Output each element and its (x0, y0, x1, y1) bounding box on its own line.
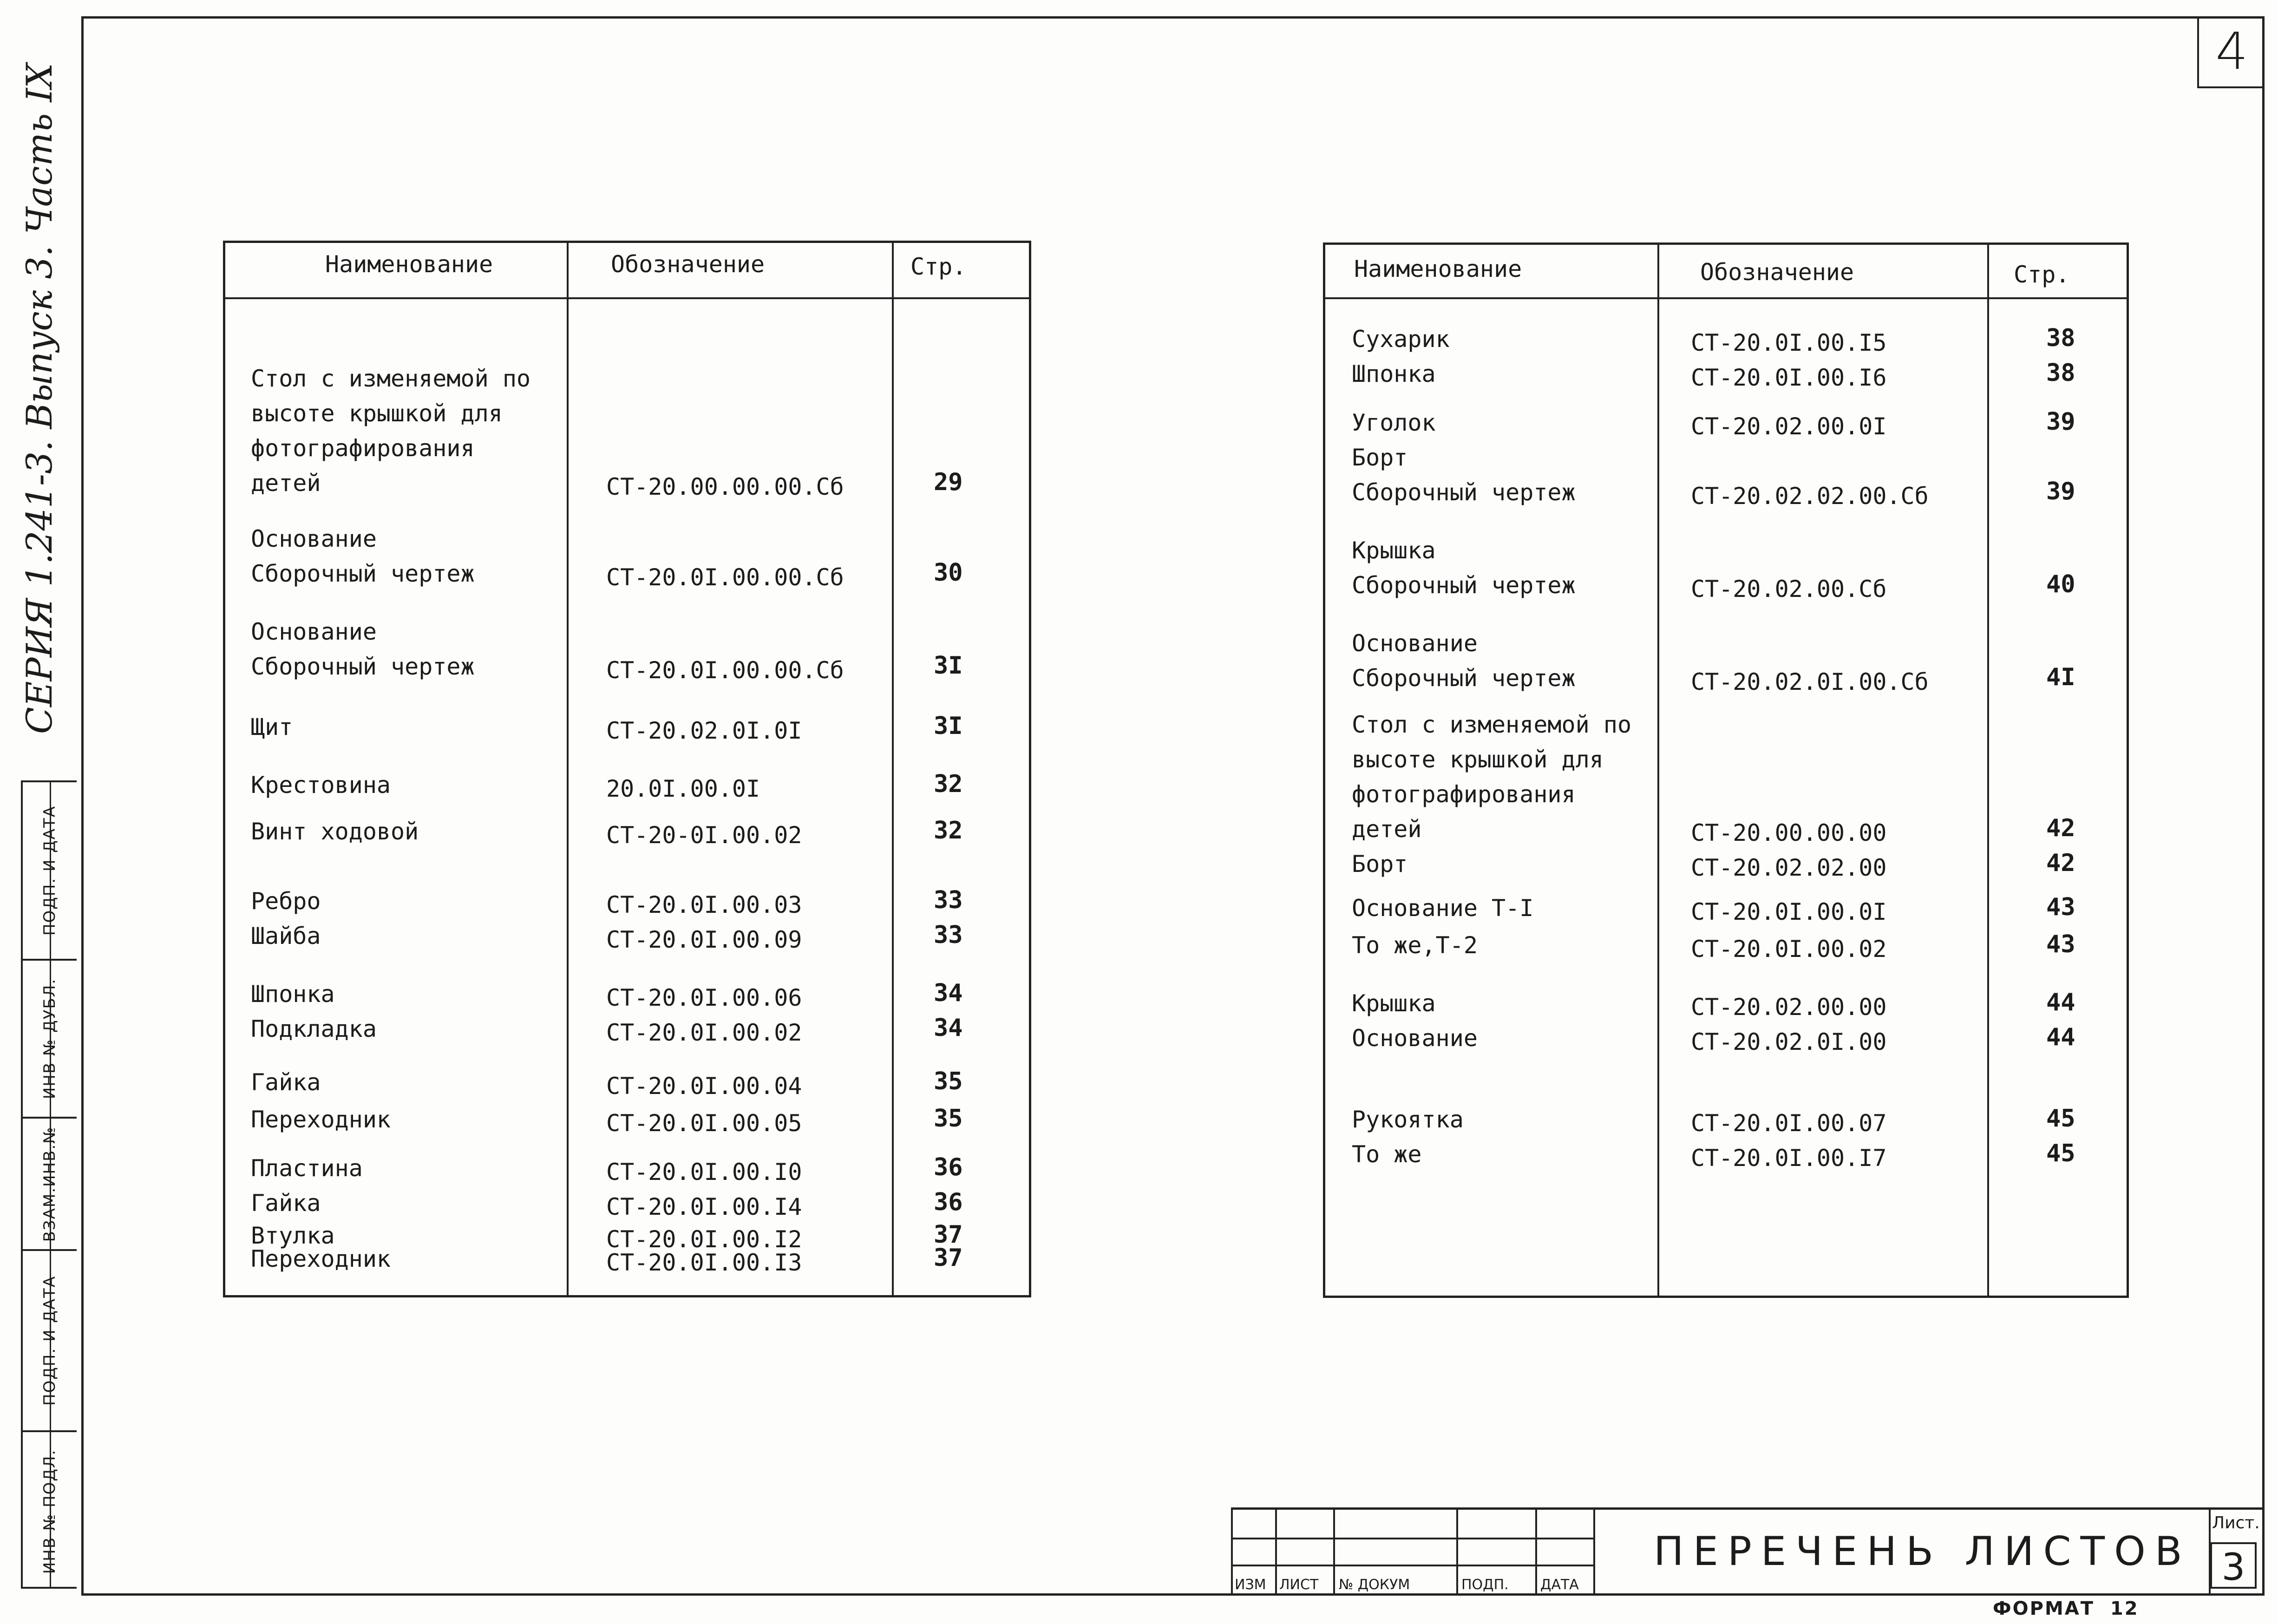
right-row-name: детей (1352, 816, 1422, 843)
left-row-code: СТ-20.0I.00.06 (606, 984, 802, 1011)
left-row-code: СТ-20.0I.00.00.Сб (606, 657, 844, 684)
right-row-name: Шпонка (1352, 360, 1436, 387)
right-row-code: СТ-20.02.00.0I (1691, 413, 1887, 440)
stamp-line (1593, 1510, 1595, 1596)
left-header-code: Обозначение (611, 251, 765, 278)
right-row-code: СТ-20.0I.00.I7 (1691, 1145, 1887, 1172)
side-cell-4 (23, 959, 77, 1117)
left-row-code: СТ-20.0I.00.03 (606, 891, 802, 918)
side-label-3: ВЗАМ.ИНВ.№ (40, 1126, 59, 1242)
left-row-page: 37 (934, 1244, 963, 1272)
left-col-divider-2 (892, 243, 894, 1295)
left-row-code: СТ-20.00.00.00.Сб (606, 473, 844, 500)
side-label-2: ПОДП. И ДАТА (40, 1275, 59, 1406)
right-header-code: Обозначение (1700, 259, 1854, 286)
right-row-name: Сборочный чертеж (1352, 572, 1576, 599)
left-row-name: Крестовина (251, 772, 391, 799)
format-text: ФОРМАТ (1993, 1598, 2095, 1619)
left-row-code: СТ-20.0I.00.I0 (606, 1159, 802, 1185)
left-row-name: Шайба (251, 923, 321, 950)
right-row-code: СТ-20.0I.00.I6 (1691, 364, 1887, 391)
left-row-code: СТ-20.0I.00.I4 (606, 1193, 802, 1220)
right-row-page: 43 (2046, 930, 2075, 958)
stamp-col-list: ЛИСТ (1279, 1577, 1319, 1593)
left-row-name: Основание (251, 618, 377, 645)
left-row-code: СТ-20.0I.00.05 (606, 1110, 802, 1137)
right-row-code: СТ-20.02.0I.00.Сб (1691, 668, 1929, 695)
right-row-code: СТ-20.00.00.00 (1691, 819, 1887, 846)
left-row-name: детей (251, 470, 321, 497)
right-row-code: СТ-20.02.0I.00 (1691, 1028, 1887, 1055)
right-row-name: Сухарик (1352, 326, 1450, 353)
corner-sheet-number: 4 (2197, 16, 2265, 88)
left-row-page: 3I (934, 712, 963, 740)
right-row-code: СТ-20.02.02.00.Сб (1691, 483, 1929, 510)
stamp-line (1231, 1510, 1233, 1596)
right-row-name: Рукоятка (1352, 1106, 1464, 1133)
right-row-name: высоте крышкой для (1352, 746, 1604, 773)
left-row-page: 37 (934, 1221, 963, 1249)
right-row-code: СТ-20.0I.00.07 (1691, 1110, 1887, 1137)
right-row-name: Основание (1352, 1025, 1478, 1052)
right-header-name: Наименование (1354, 255, 1522, 282)
left-row-code: СТ-20.0I.00.09 (606, 926, 802, 953)
left-row-page: 35 (934, 1105, 963, 1133)
stamp-col-data: ДАТА (1540, 1577, 1579, 1593)
right-row-name: То же (1352, 1141, 1422, 1168)
left-row-name: Пластина (251, 1155, 363, 1182)
right-row-name: Основание Т-I (1352, 895, 1534, 922)
left-row-page: 32 (934, 817, 963, 845)
left-row-page: 32 (934, 770, 963, 798)
right-row-name: То же,Т-2 (1352, 932, 1478, 959)
side-cell-5 (23, 782, 77, 959)
left-row-name: Переходник (251, 1245, 391, 1272)
left-row-page: 36 (934, 1153, 963, 1181)
right-row-page: 44 (2046, 989, 2075, 1016)
right-row-name: Борт (1352, 444, 1408, 471)
left-row-page: 36 (934, 1188, 963, 1216)
left-header-divider (225, 297, 1029, 299)
right-row-name: фотографирования (1352, 781, 1576, 808)
right-row-name: Борт (1352, 851, 1408, 877)
stamp-row-line (1231, 1565, 1593, 1566)
side-cell-2 (23, 1249, 77, 1430)
left-row-name: Сборочный чертеж (251, 560, 475, 587)
side-stamp (21, 780, 77, 1589)
left-row-name: Втулка (251, 1222, 335, 1249)
left-row-code: СТ-20.0I.00.I2 (606, 1226, 802, 1253)
left-row-page: 34 (934, 1014, 963, 1042)
right-header-page: Стр. (2014, 261, 2070, 288)
right-row-page: 4I (2046, 663, 2075, 691)
left-row-page: 33 (934, 921, 963, 949)
right-row-code: СТ-20.02.00.00 (1691, 994, 1887, 1021)
left-row-page: 33 (934, 886, 963, 914)
format-label (1993, 1598, 2139, 1619)
right-row-page: 45 (2046, 1139, 2075, 1167)
right-row-page: 38 (2046, 359, 2075, 387)
left-row-code: СТ-20.0I.00.04 (606, 1073, 802, 1100)
side-cell-3 (23, 1117, 77, 1249)
stamp-row-line (1231, 1538, 1593, 1539)
left-row-name: фотографирования (251, 435, 475, 462)
right-row-page: 44 (2046, 1023, 2075, 1051)
right-row-code: СТ-20.0I.00.02 (1691, 936, 1887, 963)
left-row-name: Основание (251, 525, 377, 552)
left-row-page: 30 (934, 559, 963, 587)
right-row-name: Основание (1352, 630, 1478, 657)
series-title: СЕРИЯ 1.241-3. Выпуск 3. Часть IX (19, 63, 60, 734)
right-row-code: СТ-20.0I.00.I5 (1691, 329, 1887, 356)
right-row-page: 43 (2046, 893, 2075, 921)
right-row-name: Крышка (1352, 990, 1436, 1017)
right-col-divider-2 (1987, 245, 1989, 1296)
right-header-divider (1325, 297, 2127, 299)
side-cell-1 (23, 1430, 77, 1591)
left-row-page: 34 (934, 979, 963, 1007)
right-row-code: СТ-20.0I.00.0I (1691, 898, 1887, 925)
right-row-name: Крышка (1352, 537, 1436, 564)
left-row-name: Ребро (251, 888, 321, 915)
stamp-line (1456, 1510, 1458, 1596)
right-row-name: Стол с изменяемой по (1352, 711, 1632, 738)
left-row-name: Стол с изменяемой по (251, 365, 531, 392)
left-row-code: СТ-20.02.0I.0I (606, 717, 802, 744)
right-row-page: 40 (2046, 570, 2075, 598)
stamp-line (1275, 1510, 1277, 1596)
stamp-col-podp: ПОДП. (1461, 1577, 1509, 1593)
sheet-number: 3 (2210, 1542, 2257, 1589)
right-col-divider-1 (1657, 245, 1659, 1296)
left-header-page: Стр. (910, 253, 967, 280)
left-row-name: Шпонка (251, 981, 335, 1008)
left-row-page: 35 (934, 1067, 963, 1095)
right-row-page: 39 (2046, 408, 2075, 436)
stamp-line (1535, 1510, 1537, 1596)
right-row-page: 38 (2046, 324, 2075, 352)
left-row-name: Сборочный чертеж (251, 653, 475, 680)
left-col-divider-1 (567, 243, 569, 1295)
document-title: ПЕРЕЧЕНЬ ЛИСТОВ (1654, 1528, 2192, 1575)
left-row-name: Гайка (251, 1069, 321, 1096)
right-row-name: Сборочный чертеж (1352, 665, 1576, 692)
left-row-name: Переходник (251, 1106, 391, 1133)
right-row-code: СТ-20.02.02.00 (1691, 854, 1887, 881)
left-row-page: 29 (934, 468, 963, 496)
left-header-name: Наименование (325, 251, 493, 278)
right-row-page: 45 (2046, 1105, 2075, 1133)
right-row-code: СТ-20.02.00.Сб (1691, 576, 1887, 602)
left-row-name: Щит (251, 714, 293, 740)
format-value: 12 (2110, 1598, 2139, 1619)
stamp-col-izm: ИЗМ (1235, 1577, 1266, 1593)
left-row-code: СТ-20.0I.00.00.Сб (606, 564, 844, 591)
side-label-5: ПОДП. И ДАТА (40, 805, 59, 936)
right-row-page: 42 (2046, 814, 2075, 842)
left-row-code: СТ-20.0I.00.I3 (606, 1249, 802, 1276)
right-row-name: Уголок (1352, 409, 1436, 436)
left-row-code: СТ-20-0I.00.02 (606, 822, 802, 849)
left-row-code: СТ-20.0I.00.02 (606, 1019, 802, 1046)
right-row-page: 39 (2046, 478, 2075, 505)
side-label-1: ИНВ № ПОДЛ. (40, 1449, 59, 1574)
left-row-name: Гайка (251, 1190, 321, 1217)
left-row-name: высоте крышкой для (251, 400, 503, 427)
side-label-4: ИНВ № ДУБЛ. (40, 978, 59, 1100)
right-row-page: 42 (2046, 849, 2075, 877)
left-row-name: Винт ходовой (251, 818, 419, 845)
right-row-name: Сборочный чертеж (1352, 479, 1576, 506)
left-row-name: Подкладка (251, 1015, 377, 1042)
stamp-line (1333, 1510, 1335, 1596)
left-row-page: 3I (934, 652, 963, 680)
left-row-code: 20.0I.00.0I (606, 775, 760, 802)
sheet-label: Лист. (2212, 1513, 2260, 1532)
stamp-col-docum: № ДОКУМ (1339, 1577, 1410, 1593)
